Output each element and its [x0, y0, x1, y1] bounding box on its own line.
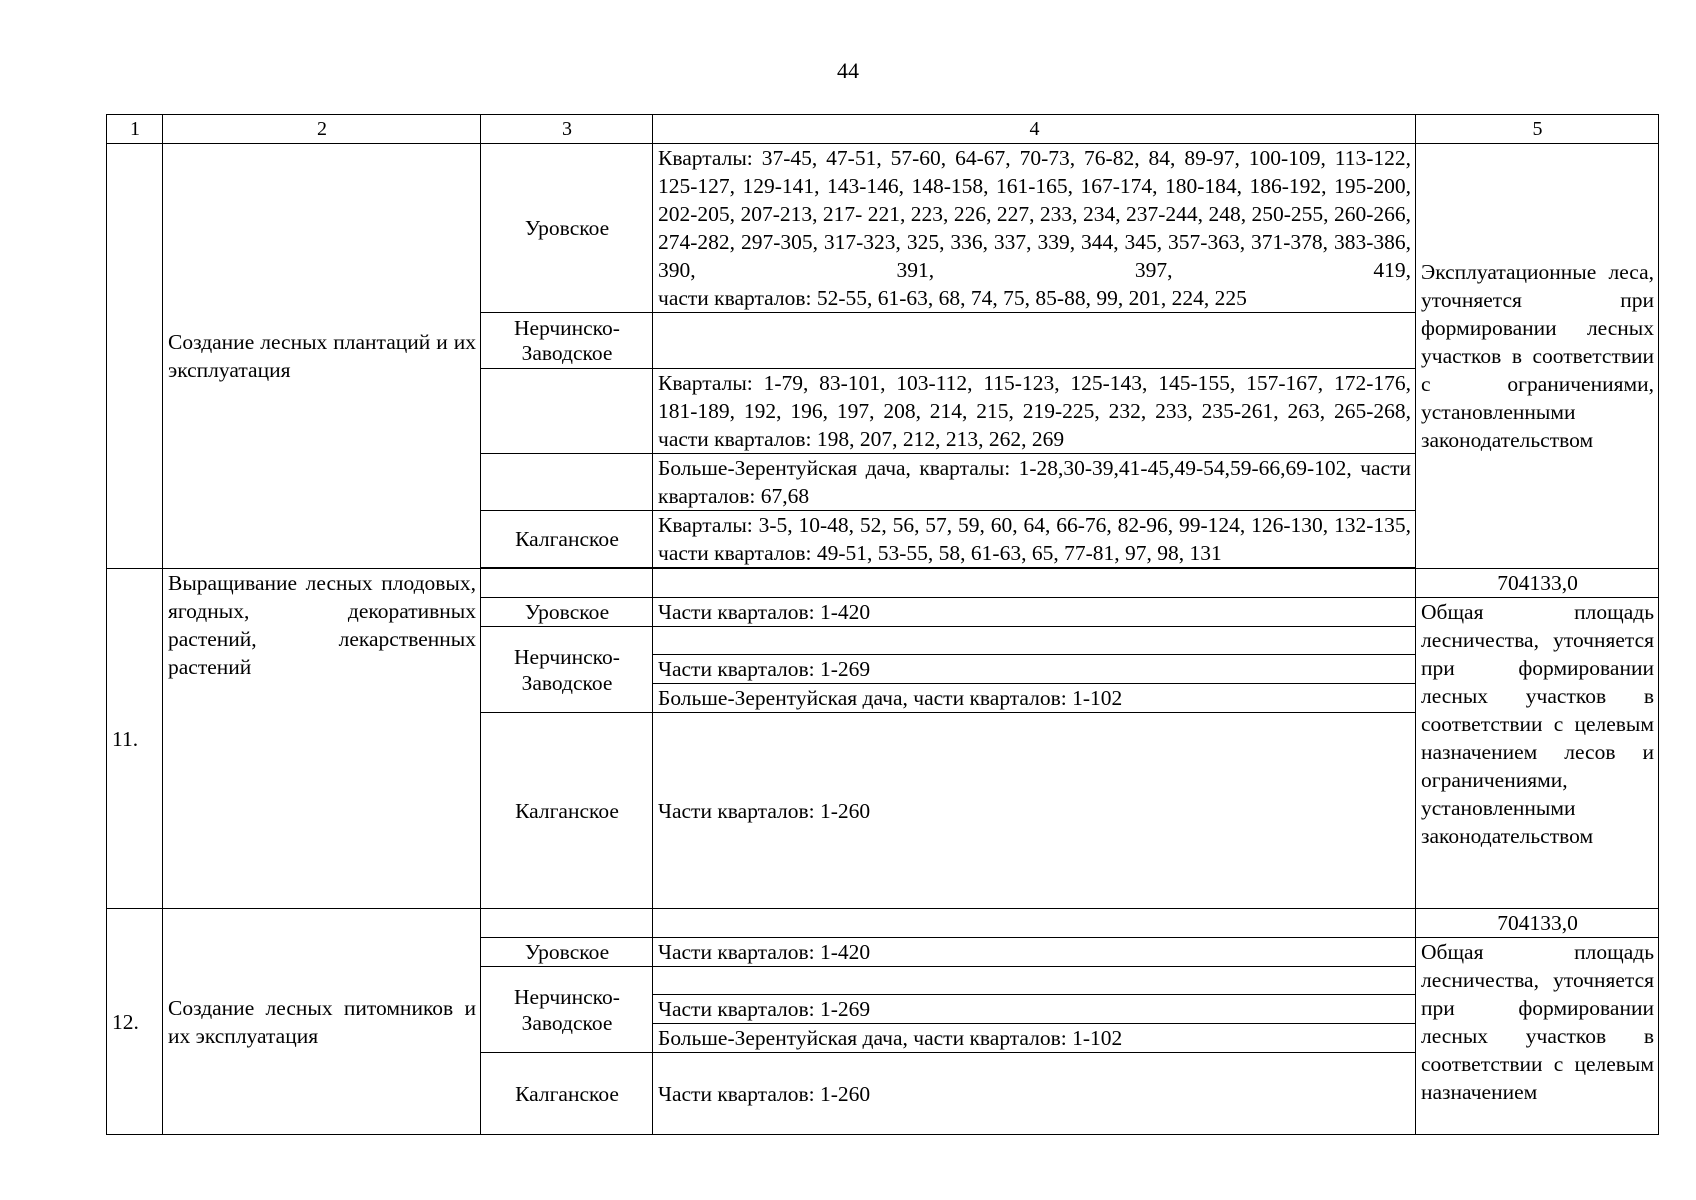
activity-cell: Создание лесных питомников и их эксплуатация [163, 909, 481, 1135]
forest-use-table [106, 114, 1659, 1135]
table-row [107, 569, 1659, 598]
row-number-cell: 11. [107, 569, 163, 909]
header-row [107, 115, 1659, 144]
quarters-text-tail: части кварталов: 52-55, 61-63, 68, 74, 75, 85-88, 99, 201, 224, 225 [658, 286, 1247, 310]
table-row [107, 909, 1659, 938]
quarters-cell [653, 627, 1416, 655]
note-cell: Общая площадь лесничества, уточняется при формировании лесных участков в соответствии с целевым назначением [1416, 938, 1659, 1135]
header-col-5: 5 [1416, 115, 1659, 144]
quarters-cell [653, 144, 1416, 313]
note-cell: Общая площадь лесничества, уточняется при формировании лесных участков в соответствии с целевым назначением лесов и ограничениями, установленными законодательством [1416, 598, 1659, 909]
quarters-cell: Больше-Зерентуйская дача, части кварталов: 1-102 [653, 1024, 1416, 1053]
quarters-cell: Кварталы: 3-5, 10-48, 52, 56, 57, 59, 60, 64, 66-76, 82-96, 99-124, 126-130, 132-135, части кварталов: 49-51, 53-55, 58, 61-63, 65, 77-81, 97, 98, 131 [653, 511, 1416, 568]
forestry-cell: Калганское [481, 713, 653, 909]
forestry-cell: Уровское [481, 938, 653, 967]
quarters-cell: Части кварталов: 1-269 [653, 995, 1416, 1024]
quarters-text: Кварталы: 37-45, 47-51, 57-60, 64-67, 70-73, 76-82, 84, 89-97, 100-109, 113-122, 125-127, 129-141, 143-146, 148-158, 161-165, 167-174, 180-184, 186-192, 195-200, 202-205, 207-213, 217- 221, 223, 226, 227, 233, 234, 237-244, 248, 250-255, 260-266, 274-282, 297-305, 317-323, 325, 336, 337, 339, 344, 345, 357-363, 371-378, 383-386, 390, 391, 397, 419, [658, 146, 1411, 282]
forestry-cell: Нерчинско-Заводское [481, 627, 653, 713]
area-cell: 704133,0 [1416, 569, 1659, 598]
note-cell: Эксплуатационные леса, уточняется при формировании лесных участков в соответствии с ограничениями, установленными законодательством [1416, 144, 1659, 569]
quarters-cell [653, 569, 1416, 598]
header-col-3: 3 [481, 115, 653, 144]
header-col-2: 2 [163, 115, 481, 144]
forestry-cell: Нерчинско-Заводское [481, 313, 653, 369]
forestry-cell [481, 369, 653, 454]
quarters-cell: Части кварталов: 1-420 [653, 598, 1416, 627]
forestry-cell [481, 909, 653, 938]
forestry-cell: Уровское [481, 598, 653, 627]
quarters-cell: Части кварталов: 1-260 [653, 713, 1416, 909]
forestry-cell [481, 454, 653, 511]
quarters-cell: Кварталы: 1-79, 83-101, 103-112, 115-123, 125-143, 145-155, 157-167, 172-176, 181-189, 192, 196, 197, 208, 214, 215, 219-225, 232, 233, 235-261, 263, 265-268, части кварталов: 198, 207, 212, 213, 262, 269 [653, 369, 1416, 454]
quarters-cell: Больше-Зерентуйская дача, кварталы: 1-28,30-39,41-45,49-54,59-66,69-102, части кварталов: 67,68 [653, 454, 1416, 511]
quarters-cell: Части кварталов: 1-420 [653, 938, 1416, 967]
quarters-cell [653, 967, 1416, 995]
header-col-1: 1 [107, 115, 163, 144]
quarters-cell: Части кварталов: 1-260 [653, 1053, 1416, 1135]
quarters-cell [653, 313, 1416, 369]
quarters-cell: Больше-Зерентуйская дача, части кварталов: 1-102 [653, 684, 1416, 713]
forestry-cell [481, 569, 653, 598]
forestry-cell: Калганское [481, 1053, 653, 1135]
forestry-cell: Калганское [481, 511, 653, 568]
row-number-cell: 12. [107, 909, 163, 1135]
row-number-cell [107, 144, 163, 569]
quarters-cell [653, 909, 1416, 938]
page-number: 44 [837, 58, 859, 83]
header-col-4: 4 [653, 115, 1416, 144]
forestry-cell: Уровское [481, 144, 653, 313]
quarters-cell: Части кварталов: 1-269 [653, 655, 1416, 684]
activity-cell: Выращивание лесных плодовых, ягодных, декоративных растений, лекарственных растений [163, 569, 481, 909]
area-cell: 704133,0 [1416, 909, 1659, 938]
forestry-cell: Нерчинско-Заводское [481, 967, 653, 1053]
activity-cell: Создание лесных плантаций и их эксплуатация [163, 144, 481, 569]
table-row [107, 144, 1659, 313]
